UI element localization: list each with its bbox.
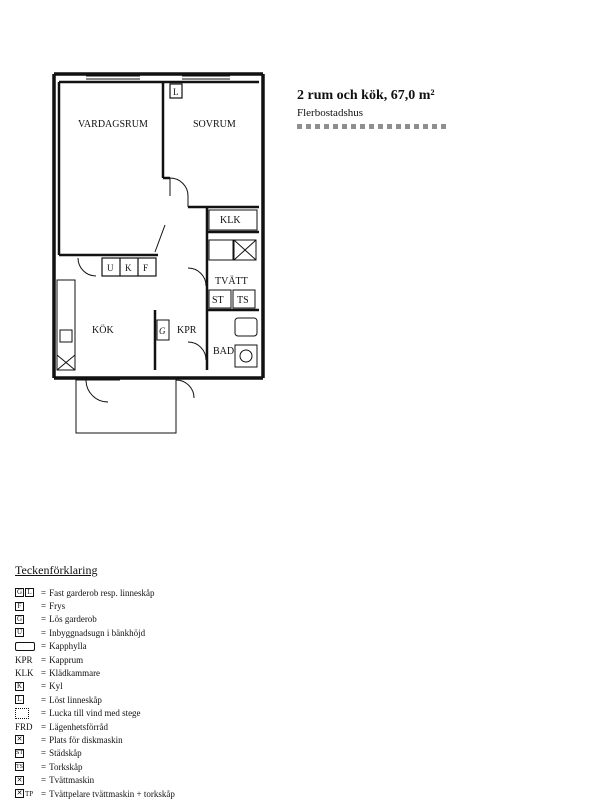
kapprum-abbr: KPR xyxy=(15,654,33,665)
legend-title: Teckenförklaring xyxy=(15,563,98,577)
legend-item: KLK = Klädkammare xyxy=(15,668,101,679)
legend-item: TS = Torkskåp xyxy=(16,761,83,772)
bathroom-fixtures xyxy=(235,318,257,367)
legend-item: FRD = Lägenhetsförråd xyxy=(15,721,109,732)
klk-label: KLK xyxy=(220,215,241,226)
top-windows xyxy=(86,76,230,79)
kapphylla-icon xyxy=(15,642,39,651)
legend-item: F = Frys xyxy=(15,599,175,612)
legend-item: ST = Städskåp xyxy=(16,748,82,759)
legend-item: = Kapphylla xyxy=(15,640,175,653)
vardagsrum-label: VARDAGSRUM xyxy=(78,119,148,130)
legend-item: K = Kyl xyxy=(16,681,63,692)
ts-label: TS xyxy=(237,295,249,306)
l-label: L xyxy=(173,87,179,97)
tvattpelare-icon: ✕ TP xyxy=(16,789,34,798)
legend-item: ✕ = Plats för diskmaskin xyxy=(16,734,123,745)
legend-item: G L = Fast garderob resp. linneskåp xyxy=(16,587,155,598)
legend-item: KPR = Kapprum xyxy=(15,654,84,665)
sovrum-label: SOVRUM xyxy=(193,119,236,130)
kyl-icon: K xyxy=(16,681,23,690)
forrad-abbr: FRD xyxy=(15,721,33,732)
ugn-icon: U xyxy=(16,628,23,637)
tvattmaskin-icon: ✕ xyxy=(16,775,23,784)
torkskap-icon: TS xyxy=(16,763,24,770)
los-garderob-icon: G xyxy=(16,614,23,623)
f-label: F xyxy=(143,263,149,273)
g-label: G xyxy=(159,326,166,336)
kpr-label: KPR xyxy=(177,325,197,336)
doors xyxy=(78,178,206,402)
balcony xyxy=(76,378,176,433)
plan-title: 2 rum och kök, 67,0 m² xyxy=(297,88,435,103)
fast-garderob-icon: G L xyxy=(15,588,39,597)
kok-label: KÖK xyxy=(92,325,114,336)
legend-item: = Lucka till vind med stege xyxy=(15,707,175,720)
illegible-text-line xyxy=(297,124,447,129)
k-label: K xyxy=(125,263,132,273)
legend-item: G = Lös garderob xyxy=(16,614,97,625)
linneskap-icon: L xyxy=(15,695,39,704)
frys-icon: F xyxy=(15,602,39,611)
legend-item: ✕ = Tvättmaskin xyxy=(16,775,95,786)
u-label: U xyxy=(107,263,114,273)
legend-item: ✕ TP = Tvättpelare tvättmaskin + torkskåp xyxy=(16,788,175,799)
diskmaskin-icon: ✕ xyxy=(16,735,23,744)
plan-subtitle: Flerbostadshus xyxy=(297,107,363,119)
legend xyxy=(15,563,175,800)
st-label: ST xyxy=(212,295,224,306)
bad-label: BAD xyxy=(213,346,235,357)
tvatt-label: TVÄTT xyxy=(215,276,248,287)
vindslucka-icon xyxy=(15,708,39,719)
legend-item: U = Inbyggnadsugn i bänkhöjd xyxy=(16,627,146,638)
kitchen-counter xyxy=(57,280,75,370)
kladkammare-abbr: KLK xyxy=(15,668,34,679)
legend-item: L = Löst linneskåp xyxy=(15,693,175,706)
stadskap-icon: ST xyxy=(16,750,24,757)
